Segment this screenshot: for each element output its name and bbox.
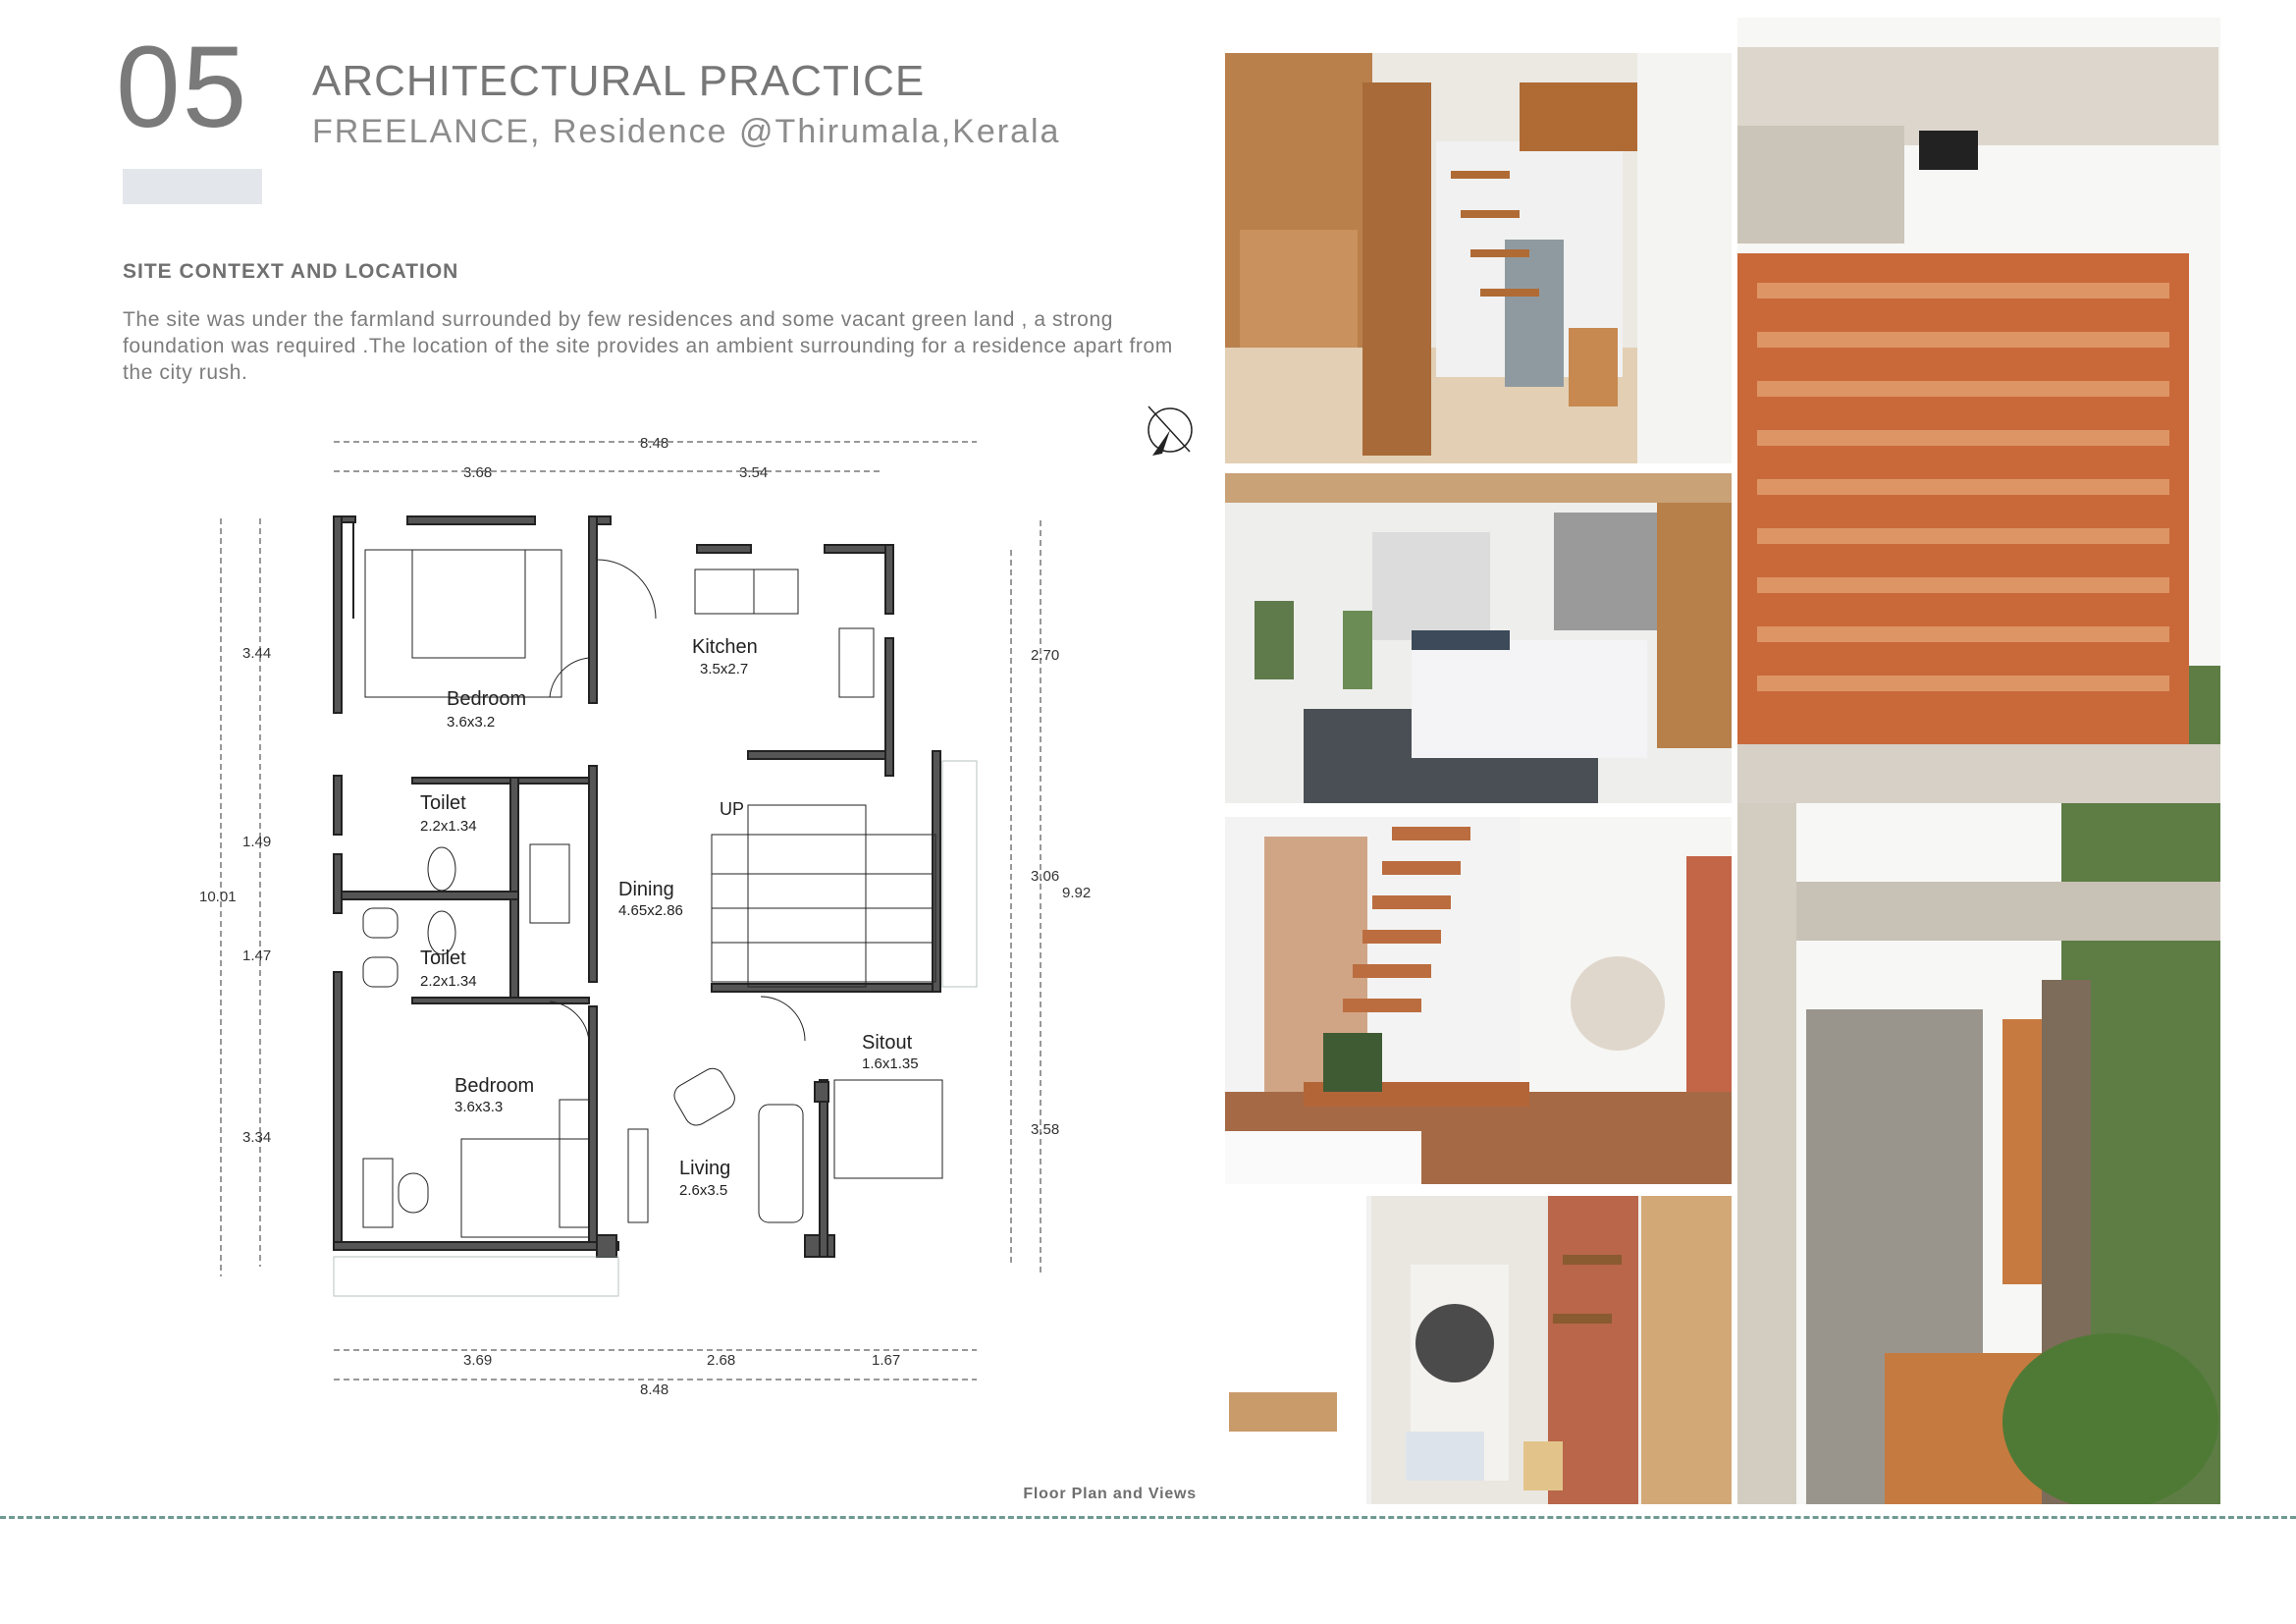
- room-label-bedroom-1: Bedroom: [447, 688, 527, 710]
- section-number-bar: [123, 169, 262, 204]
- interior-view-kitchen-stair: [1225, 53, 1732, 463]
- interior-view-bedroom: [1225, 473, 1732, 803]
- room-size-kitchen: 3.5x2.7: [700, 661, 749, 677]
- facade-view: [1737, 18, 2220, 1504]
- dim-bottom-a: 3.69: [463, 1352, 493, 1369]
- room-label-dining: Dining: [618, 879, 674, 900]
- room-size-sitout: 1.6x1.35: [862, 1056, 919, 1072]
- plan-caption: Floor Plan and Views: [1023, 1486, 1197, 1502]
- room-size-living: 2.6x3.5: [679, 1182, 728, 1199]
- stair-up-label: UP: [720, 799, 745, 819]
- room-label-bedroom-2: Bedroom: [454, 1075, 535, 1097]
- dim-right-c: 3.58: [1031, 1121, 1060, 1138]
- section-subtitle: FREELANCE, Residence @Thirumala,Kerala: [312, 113, 1061, 150]
- dim-left-b: 1.49: [242, 834, 272, 850]
- interior-view-passage: [1229, 1196, 1732, 1504]
- dim-left-total: 10.01: [199, 889, 237, 905]
- dim-right-total: 9.92: [1062, 885, 1092, 901]
- room-size-dining: 4.65x2.86: [618, 902, 683, 919]
- context-paragraph: The site was under the farmland surrounded by few residences and some vacant green land , a strong foundation was required .The location of the site provides an ambient surrounding for a residence apart from the city rush.: [123, 308, 1173, 384]
- footer-divider: [0, 1516, 2296, 1519]
- interior-view-living-stair: [1225, 817, 1732, 1184]
- room-size-toilet-2: 2.2x1.34: [420, 973, 477, 990]
- dim-left-d: 3.34: [242, 1129, 272, 1146]
- section-title: ARCHITECTURAL PRACTICE: [312, 57, 926, 105]
- room-size-toilet-1: 2.2x1.34: [420, 818, 477, 835]
- room-size-bedroom-1: 3.6x3.2: [447, 714, 496, 731]
- dim-bottom-c: 1.67: [872, 1352, 901, 1369]
- dim-bottom-total: 8.48: [640, 1381, 669, 1398]
- floor-plan: [177, 412, 1139, 1414]
- dim-top-right: 3.54: [739, 464, 769, 481]
- room-label-living: Living: [679, 1158, 731, 1179]
- room-label-sitout: Sitout: [862, 1032, 913, 1054]
- dim-right-b: 3.06: [1031, 868, 1060, 885]
- dim-left-a: 3.44: [242, 645, 272, 662]
- section-number: 05: [116, 23, 249, 152]
- dim-top-total: 8.48: [640, 435, 669, 452]
- dim-right-a: 2.70: [1031, 647, 1060, 664]
- dim-bottom-b: 2.68: [707, 1352, 736, 1369]
- room-label-toilet-1: Toilet: [420, 792, 466, 814]
- room-label-toilet-2: Toilet: [420, 947, 466, 969]
- context-heading: SITE CONTEXT AND LOCATION: [123, 260, 459, 283]
- dim-top-left: 3.68: [463, 464, 493, 481]
- dim-left-c: 1.47: [242, 947, 272, 964]
- room-label-kitchen: Kitchen: [692, 636, 758, 658]
- room-size-bedroom-2: 3.6x3.3: [454, 1099, 504, 1115]
- north-arrow-icon: [1141, 401, 1200, 460]
